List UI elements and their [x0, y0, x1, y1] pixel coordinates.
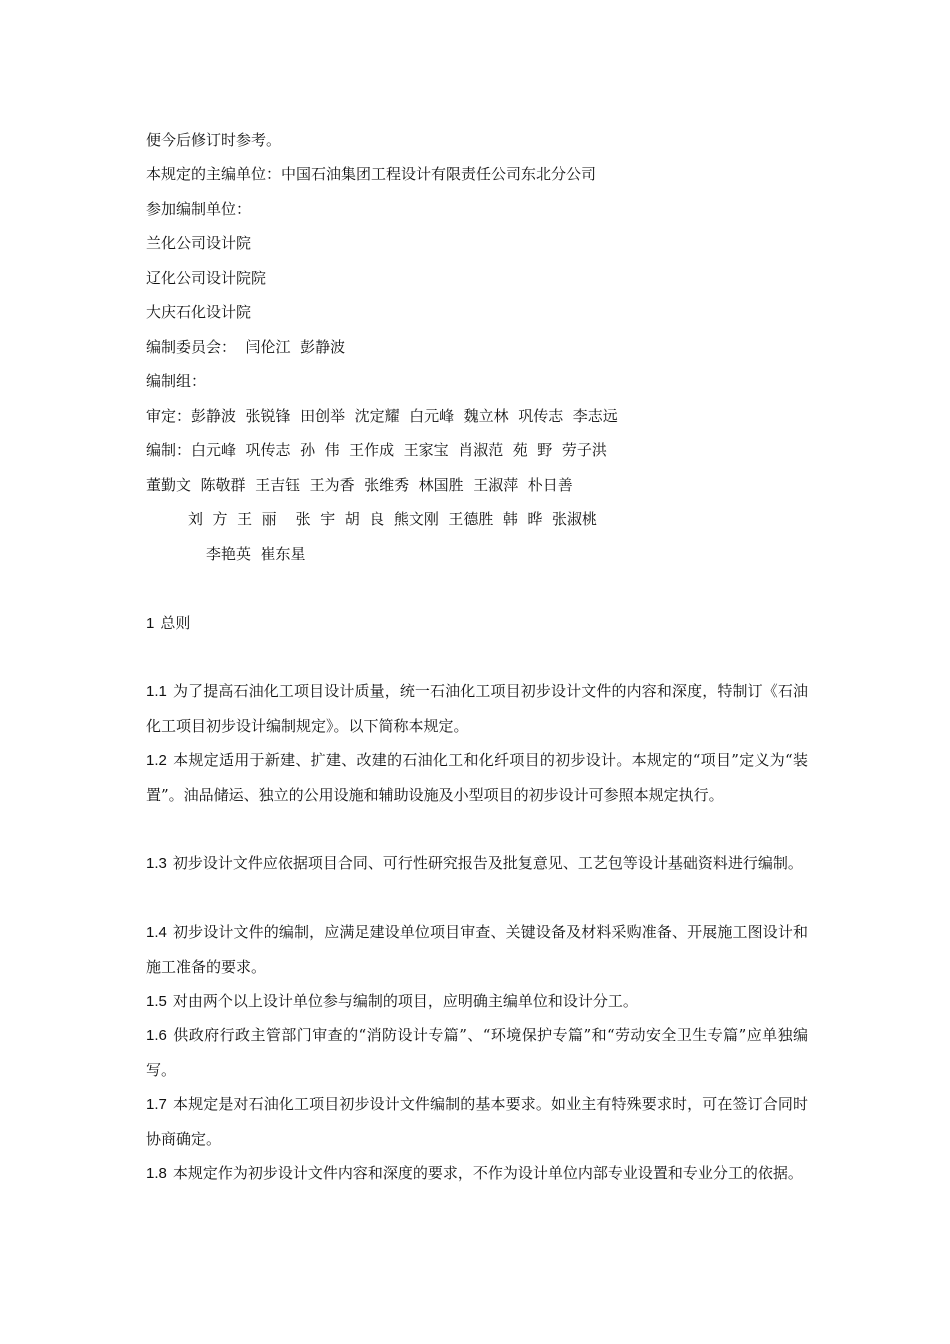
section-heading	[146, 613, 190, 634]
committee: 编制委员会： 闫伦江 彭静波	[146, 338, 346, 356]
clause	[146, 846, 808, 881]
names-row: 李艳英 崔东星	[206, 545, 306, 563]
group-label: 编制组：	[146, 372, 207, 390]
section-number: 1	[146, 615, 155, 632]
clause	[146, 1087, 808, 1156]
review-names: 审定：彭静波 张锐锋 田创举 沈定耀 白元峰 魏立林 巩传志 李志远	[146, 407, 618, 425]
clause-number: 1.7	[146, 1096, 167, 1113]
names-row: 董勤文 陈敬群 王吉钰 王为香 张维秀 林国胜 王淑萍 朴日善	[146, 476, 573, 494]
clause	[146, 1018, 808, 1087]
editor-unit: 本规定的主编单位：中国石油集团工程设计有限责任公司东北分公司	[146, 165, 597, 183]
participating-label: 参加编制单位：	[146, 200, 252, 218]
names-row: 刘 方 王 丽 张 宇 胡 良 熊文刚 王德胜 韩 晔 张淑桃	[188, 510, 597, 528]
clause	[146, 915, 808, 984]
clause-number: 1.4	[146, 924, 167, 941]
clause	[146, 984, 808, 1019]
participant-unit: 辽化公司设计院院	[146, 269, 267, 287]
clause	[146, 1156, 808, 1191]
clause-number: 1.3	[146, 855, 167, 872]
clause-number: 1.6	[146, 1027, 167, 1044]
clause-number: 1.8	[146, 1165, 167, 1182]
clause-text: 本规定是对石油化工项目初步设计文件编制的基本要求。如业主有特殊要求时，可在签订合同时协商确定。	[146, 1095, 808, 1148]
clause-text: 供政府行政主管部门审查的“消防设计专篇”、“环境保护专篇”和“劳动安全卫生专篇”应单独编写。	[146, 1026, 808, 1079]
clause-text: 为了提高石油化工项目设计质量，统一石油化工项目初步设计文件的内容和深度，特制订《石油化工项目初步设计编制规定》。以下简称本规定。	[146, 682, 808, 735]
clause-number: 1.2	[146, 752, 167, 769]
text-line: 便今后修订时参考。	[146, 131, 282, 149]
participant-unit: 大庆石化设计院	[146, 303, 252, 321]
clause-text: 本规定适用于新建、扩建、改建的石油化工和化纤项目的初步设计。本规定的“项目”定义为“装置”。油品储运、独立的公用设施和辅助设施及小型项目的初步设计可参照本规定执行。	[146, 751, 808, 804]
clause-number: 1.5	[146, 993, 167, 1010]
section-title: 总则	[160, 614, 191, 632]
clause-number: 1.1	[146, 683, 167, 700]
clause	[146, 674, 808, 743]
clause	[146, 743, 808, 812]
clause-text: 初步设计文件应依据项目合同、可行性研究报告及批复意见、工艺包等设计基础资料进行编制。	[172, 854, 803, 872]
clause-text: 初步设计文件的编制，应满足建设单位项目审查、关键设备及材料采购准备、开展施工图设计和施工准备的要求。	[146, 923, 808, 976]
clause-text: 本规定作为初步设计文件内容和深度的要求，不作为设计单位内部专业设置和专业分工的依据。	[172, 1164, 803, 1182]
compile-names: 编制：白元峰 巩传志 孙 伟 王作成 王家宝 肖淑范 苑 野 劳子洪	[146, 441, 607, 459]
participant-unit: 兰化公司设计院	[146, 234, 252, 252]
clause-text: 对由两个以上设计单位参与编制的项目，应明确主编单位和设计分工。	[172, 992, 638, 1010]
